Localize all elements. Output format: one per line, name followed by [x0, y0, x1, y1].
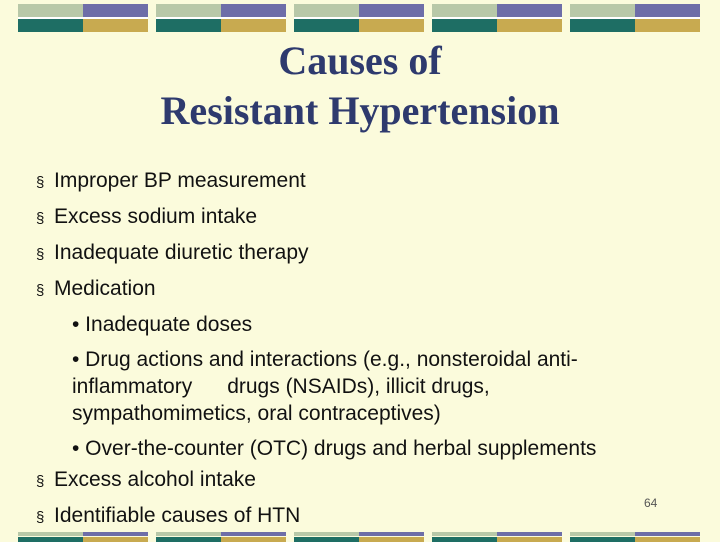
list-item — [36, 498, 696, 534]
list-item — [36, 271, 696, 307]
banner-block — [156, 4, 286, 32]
banner-block — [432, 4, 562, 32]
title-line: Resistant Hypertension — [160, 88, 560, 133]
list-item-text: Excess sodium intake — [54, 205, 258, 228]
bullet-marker: § — [36, 210, 45, 227]
list-item-text: Inadequate diuretic therapy — [54, 241, 309, 264]
list-item-text: Excess alcohol intake — [54, 468, 256, 491]
banner-block — [294, 532, 424, 542]
title-line: Causes of — [278, 38, 442, 83]
bullet-marker: § — [36, 174, 45, 191]
list-item-text: Improper BP measurement — [54, 169, 306, 192]
sub-item: • Over-the-counter (OTC) drugs and herbal supplements — [72, 437, 597, 460]
bullet-marker: § — [36, 509, 45, 526]
bullet-marker: § — [36, 473, 45, 490]
top-banner — [0, 4, 720, 34]
sub-item: • Drug actions and interactions (e.g., nonsteroidal anti- — [72, 348, 578, 371]
list-item-text: Medication — [54, 277, 156, 300]
sub-item: • Inadequate doses — [72, 313, 253, 336]
banner-block — [18, 4, 148, 32]
banner-block — [294, 4, 424, 32]
bottom-banner — [0, 532, 720, 542]
list-item-text: Identifiable causes of HTN — [54, 504, 301, 527]
slide-title — [0, 36, 720, 136]
bullet-marker: § — [36, 246, 45, 263]
sub-item-continuation: sympathomimetics, oral contraceptives) — [72, 402, 441, 425]
banner-block — [156, 532, 286, 542]
list-item — [36, 462, 696, 498]
list-item — [36, 199, 696, 235]
bullet-list — [36, 163, 696, 534]
banner-block — [570, 532, 700, 542]
list-item — [36, 163, 696, 199]
bullet-marker: § — [36, 282, 45, 299]
page-number: 64 — [644, 496, 658, 510]
banner-block — [18, 532, 148, 542]
banner-block — [432, 532, 562, 542]
banner-block — [570, 4, 700, 32]
sub-item-continuation: inflammatory drugs (NSAIDs), illicit drugs, — [72, 375, 490, 398]
list-item — [36, 235, 696, 271]
